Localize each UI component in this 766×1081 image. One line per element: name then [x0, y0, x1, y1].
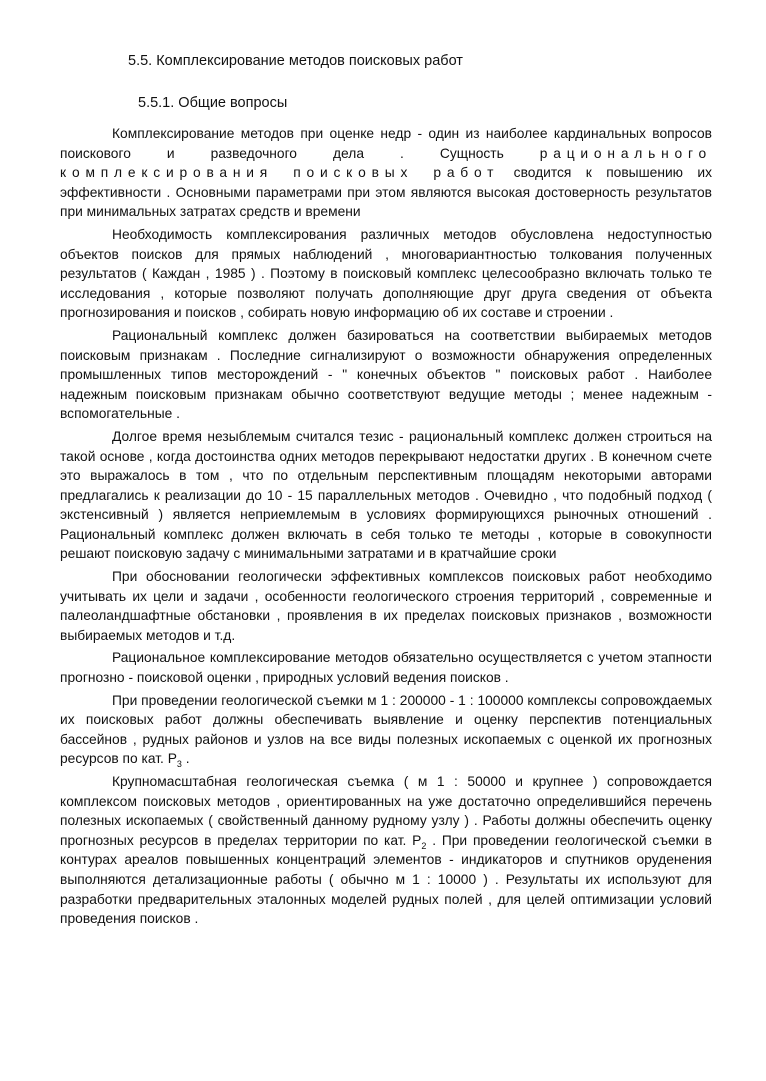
subscript: 2	[421, 840, 427, 851]
paragraph: Необходимость комплексирования различных методов обусловлена недоступностью объектов поисков для прямых наблюдений , многовариантностью толкования полученных результатов ( Каждан , 1985 ) . Поэтому в поисковый комплекс целесообразно включать только те исследования , которые позволяют получать дополняющие друг друга сведения от объекта прогнозирования и поисков , собирать новую информацию об их составе и строении .	[60, 226, 712, 321]
paragraph-text: При проведении геологической съемки м 1 : 200000 - 1 : 100000 комплексы сопровождаемых их поисковых работ должны обеспечивать выявление и оценку перспектив потенциальных бассейнов , рудных районов и узлов на все виды полезных ископаемых с оценкой их прогнозных ресурсов по кат. P	[60, 692, 712, 767]
section-title: 5.5. Комплексирование методов поисковых работ	[128, 53, 463, 69]
paragraph	[60, 772, 712, 929]
paragraph: Долгое время незыблемым считался тезис - рациональный комплекс должен строиться на такой основе , когда достоинства одних методов перекрывают недостатки других . В конечном счете это выражалось в том , что по отдельным перспективным площадям некоторыми авторами предлагались к реализации до 10 - 15 параллельных методов . Очевидно , что подобный подход ( экстенсивный ) является неприемлемым в условиях формирующихся рыночных отношений . Рациональный комплекс должен включать в себя только те методы , которые в совокупности решают поисковую задачу с минимальными затратами и в кратчайшие сроки	[60, 428, 712, 562]
document-body	[60, 124, 712, 932]
subsection-title: 5.5.1. Общие вопросы	[138, 95, 288, 111]
paragraph: Рациональное комплексирование методов обязательно осуществляется с учетом этапности прогнозно - поисковой оценки , природных условий ведения поисков .	[60, 650, 712, 686]
spaced-emphasis: рационального комплексирования поисковых работ	[60, 145, 712, 181]
paragraph-text: Комплексирование методов при оценке недр - один из наиболее кардинальных вопросов поискового и разведочного дела . Сущность	[60, 126, 712, 161]
paragraph	[60, 691, 712, 769]
paragraph-text: .	[181, 751, 190, 767]
subscript: 3	[176, 759, 182, 770]
paragraph-text: сводится к повышению их эффективности . Основными параметрами при этом являются высокая достоверность результатов при минимальных затратах средств и времени	[60, 165, 713, 220]
paragraph: При обосновании геологически эффективных комплексов поисковых работ необходимо учитывать их цели и задачи , особенности геологического строения территорий , современные и палеоландшафтные обстановки , проявления в их пределах поисковых признаков , возможности выбираемых методов и т.д.	[60, 569, 712, 643]
paragraph-text: . При проведении геологической съемки в контурах ареалов повышенных концентраций элементов - индикаторов и спутников оруденения выполняются детализационные работы ( обычно м 1 : 10000 ) . Результаты их используют для разработки предварительных эталонных моделей рудных полей , для целей оптимизации условий проведения поисков .	[60, 832, 712, 927]
paragraph: Рациональный комплекс должен базироваться на соответствии выбираемых методов поисковым признакам . Последние сигнализируют о возможности обнаружения определенных промышленных типов месторождений - " конечных объектов " поисковых работ . Наиболее надежным поисковым признакам обычно соответствуют ведущие методы ; менее надежным - вспомогательные .	[60, 327, 712, 422]
paragraph-text: Крупномасштабная геологическая съемка ( м 1 : 50000 и крупнее ) сопровождается комплексом поисковых методов , ориентированных на уже достаточно определившийся перечень полезных ископаемых ( свойственный данному рудному узлу ) . Работы должны обеспечить оценку прогнозных ресурсов в пределах территории по кат. P	[60, 774, 712, 848]
paragraph	[60, 124, 712, 222]
